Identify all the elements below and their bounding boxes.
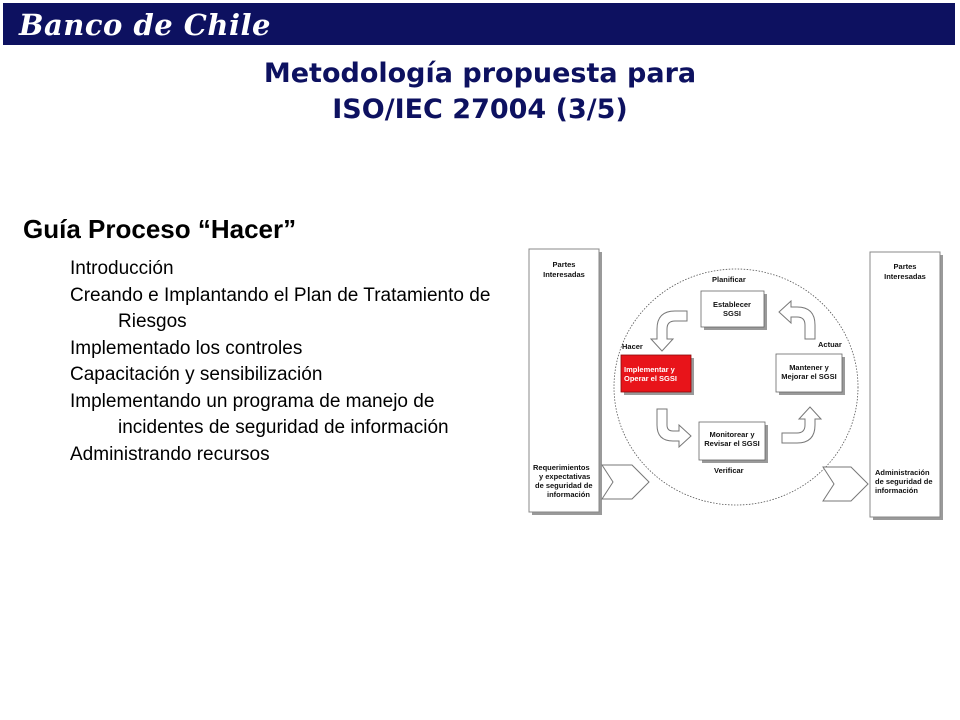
- slide-title: [0, 56, 960, 128]
- list-item: Capacitación y sensibilización: [70, 364, 323, 385]
- arrow-plan-to-do: [651, 311, 687, 351]
- right-col-title-1: Partes: [893, 262, 917, 271]
- list-item: Creando e Implantando el Plan de Tratamiento de Riesgos: [70, 284, 491, 332]
- brand-banner: [2, 2, 956, 46]
- arrow-do-to-check: [657, 409, 691, 447]
- box-monitor-review: [699, 422, 768, 463]
- list-item: Administrando recursos: [70, 443, 270, 465]
- left-col-title-2: Interesadas: [543, 270, 585, 279]
- input-text-1: Requerimientos: [533, 463, 590, 472]
- list-item: Implementado los controles: [70, 337, 303, 359]
- box-implement-line-2: Operar el SGSI: [624, 374, 677, 383]
- box-maintain-line-1: Mantener y: [789, 363, 829, 372]
- input-text-3: de seguridad de: [535, 481, 593, 490]
- output-text-1: Administración: [875, 468, 930, 477]
- output-text-3: información: [875, 486, 918, 495]
- box-monitor-line-1: Monitorear y: [709, 430, 755, 439]
- box-establish-line-2: SGSI: [723, 309, 741, 318]
- arrow-act-to-plan: [779, 301, 815, 339]
- box-maintain-line-2: Mejorar el SGSI: [781, 372, 837, 381]
- input-text-4: información: [547, 490, 590, 499]
- pdca-diagram: [527, 247, 945, 522]
- output-chevron: [823, 467, 868, 501]
- output-text-2: de seguridad de: [875, 477, 933, 486]
- phase-label-check: Verificar: [714, 466, 744, 475]
- arrow-check-to-act: [782, 407, 821, 443]
- list-item: Implementando un programa de manejo de incidentes de seguridad de información: [70, 390, 449, 438]
- box-maintain-improve: [776, 354, 845, 395]
- bank-logo: Banco de Chile: [19, 8, 271, 42]
- phase-label-act: Actuar: [818, 340, 842, 349]
- title-line-1: Metodología propuesta para: [263, 58, 697, 89]
- box-implement-line-1: Implementar y: [624, 365, 675, 374]
- box-implement-operate: [621, 355, 694, 395]
- left-col-title-1: Partes: [552, 260, 576, 269]
- phase-label-do: Hacer: [622, 342, 643, 351]
- box-establish-line-1: Establecer: [713, 300, 751, 309]
- right-col-title-2: Interesadas: [884, 272, 926, 281]
- list-item: Introducción: [70, 258, 174, 279]
- title-line-2: ISO/IEC 27004 (3/5): [332, 94, 628, 125]
- section-heading: Guía Proceso “Hacer”: [23, 214, 297, 244]
- input-chevron: [602, 465, 649, 499]
- box-monitor-line-2: Revisar el SGSI: [704, 439, 760, 448]
- phase-label-plan: Planificar: [712, 275, 746, 284]
- input-text-2: y expectativas: [539, 472, 591, 481]
- process-list: [70, 256, 510, 468]
- box-establish-sgsi: [701, 291, 767, 330]
